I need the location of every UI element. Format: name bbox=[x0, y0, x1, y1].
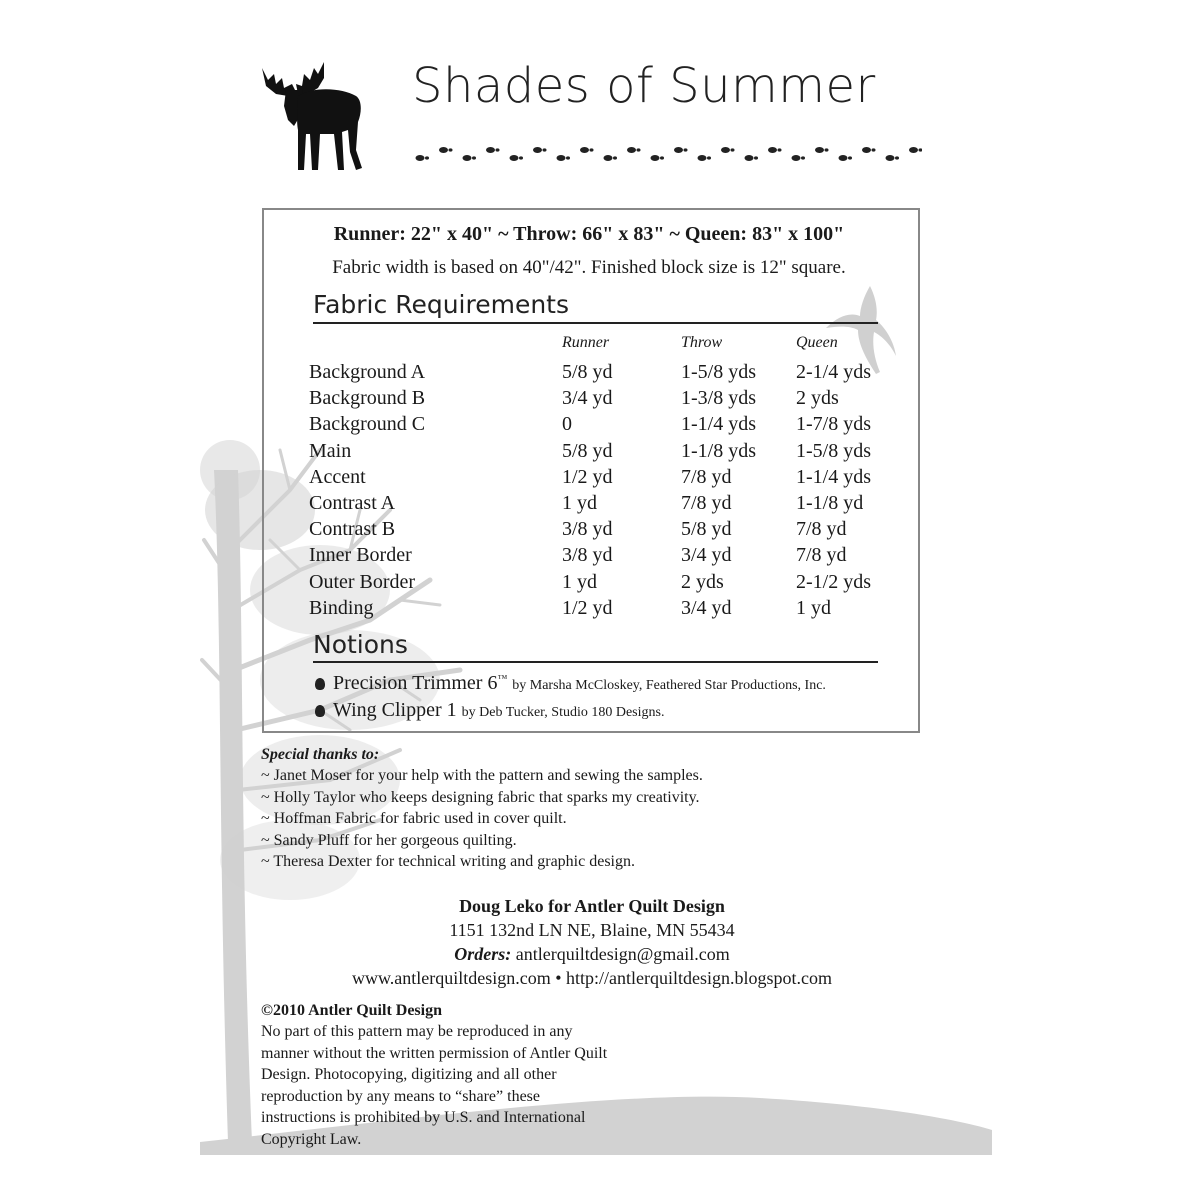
notion-credit: by Deb Tucker, Studio 180 Designs. bbox=[461, 705, 665, 720]
moose-silhouette-icon bbox=[258, 60, 368, 175]
fabric-name: Accent bbox=[309, 465, 366, 488]
website-links[interactable]: www.antlerquiltdesign.com • http://antlerquiltdesign.blogspot.com bbox=[351, 968, 833, 988]
paw-print-trail-icon bbox=[412, 140, 922, 170]
paw-print-icon bbox=[439, 147, 453, 153]
notions-rule bbox=[313, 661, 878, 663]
fabric-amount-runner: 5/8 yd bbox=[562, 439, 613, 462]
fabric-amount-runner: 3/8 yd bbox=[562, 518, 613, 541]
copyright-line: reproduction by any means to “share” these bbox=[261, 1088, 541, 1105]
fabric-amount-queen: 1-5/8 yds bbox=[796, 439, 871, 462]
paw-print-icon bbox=[862, 147, 876, 153]
paw-print-icon bbox=[627, 147, 641, 153]
orders-line bbox=[262, 944, 922, 965]
fabric-amount-runner: 1 yd bbox=[562, 492, 597, 514]
notion-credit: by Marsha McCloskey, Feathered Star Productions, Inc. bbox=[512, 678, 826, 693]
fabric-name: Contrast A bbox=[309, 492, 396, 514]
column-header-throw: Throw bbox=[681, 334, 723, 351]
fabric-name: Inner Border bbox=[309, 544, 412, 567]
fabric-name: Contrast B bbox=[309, 518, 396, 541]
thanks-line: ~ Theresa Dexter for technical writing and graphic design. bbox=[261, 853, 635, 870]
paw-bullet-icon bbox=[315, 678, 325, 690]
fabric-amount-runner: 1/2 yd bbox=[562, 465, 613, 488]
thanks-line: ~ Janet Moser for your help with the pattern and sewing the samples. bbox=[261, 767, 703, 784]
fabric-width-note: Fabric width is based on 40"/42". Finished block size is 12" square. bbox=[332, 257, 846, 278]
thanks-line: ~ Hoffman Fabric for fabric used in cover quilt. bbox=[261, 810, 567, 827]
fabric-amount-runner: 1/2 yd bbox=[562, 596, 613, 619]
copyright-line: instructions is prohibited by U.S. and International bbox=[261, 1109, 586, 1126]
paw-print-icon bbox=[463, 155, 477, 161]
paw-print-icon bbox=[745, 155, 759, 161]
paw-bullet-icon bbox=[315, 705, 325, 717]
thanks-line: ~ Sandy Pluff for her gorgeous quilting. bbox=[261, 832, 517, 849]
paw-print-icon bbox=[698, 155, 712, 161]
fabric-amount-throw: 5/8 yd bbox=[681, 518, 732, 541]
fabric-amount-queen: 2-1/2 yds bbox=[796, 570, 871, 593]
fabric-name: Background C bbox=[309, 413, 426, 436]
special-thanks-heading: Special thanks to: bbox=[261, 746, 380, 763]
fabric-amount-throw: 1-1/8 yds bbox=[681, 439, 756, 462]
paw-print-icon bbox=[416, 155, 430, 161]
paw-print-icon bbox=[557, 155, 571, 161]
fabric-amount-throw: 1-5/8 yds bbox=[681, 361, 756, 383]
fabric-requirements-heading: Fabric Requirements bbox=[313, 290, 569, 319]
fabric-amount-queen: 7/8 yd bbox=[796, 518, 847, 541]
column-header-queen: Queen bbox=[796, 334, 838, 351]
paw-print-icon bbox=[792, 155, 806, 161]
notions-heading: Notions bbox=[313, 630, 408, 659]
fabric-name: Binding bbox=[309, 596, 374, 619]
fabric-amount-runner: 5/8 yd bbox=[562, 361, 613, 383]
quilt-sizes-line: Runner: 22" x 40" ~ Throw: 66" x 83" ~ Queen: 83" x 100" bbox=[333, 223, 845, 245]
fabric-amount-throw: 2 yds bbox=[681, 570, 724, 593]
notion-name: Wing Clipper 1 bbox=[333, 699, 457, 721]
fabric-amount-throw: 3/4 yd bbox=[681, 544, 732, 567]
designer-address: 1151 132nd LN NE, Blaine, MN 55434 bbox=[449, 920, 735, 940]
column-header-runner: Runner bbox=[562, 334, 610, 351]
fabric-amount-runner: 1 yd bbox=[562, 570, 597, 593]
fabric-amount-queen: 1-1/8 yd bbox=[796, 492, 864, 514]
paw-print-icon bbox=[604, 155, 618, 161]
orders-label: Orders: bbox=[454, 944, 512, 964]
paw-print-icon bbox=[651, 155, 665, 161]
fabric-amount-queen: 2 yds bbox=[796, 387, 839, 410]
heading-rule bbox=[313, 322, 878, 324]
fabric-amount-throw: 1-1/4 yds bbox=[681, 413, 756, 436]
fabric-name: Main bbox=[309, 439, 352, 462]
fabric-amount-throw: 1-3/8 yds bbox=[681, 387, 756, 410]
fabric-amount-queen: 2-1/4 yds bbox=[796, 361, 871, 383]
copyright-line: No part of this pattern may be reproduced in any bbox=[261, 1023, 573, 1040]
fabric-amount-runner: 3/8 yd bbox=[562, 544, 613, 567]
copyright-line: Design. Photocopying, digitizing and all other bbox=[261, 1066, 557, 1083]
notion-item bbox=[315, 672, 826, 695]
fabric-amount-throw: 7/8 yd bbox=[681, 492, 732, 514]
fabric-amount-queen: 7/8 yd bbox=[796, 544, 847, 567]
fabric-amount-queen: 1 yd bbox=[796, 596, 831, 619]
paw-print-icon bbox=[533, 147, 547, 153]
fabric-amount-throw: 7/8 yd bbox=[681, 465, 732, 488]
paw-print-icon bbox=[886, 155, 900, 161]
fabric-name: Background A bbox=[309, 361, 426, 383]
paw-print-icon bbox=[674, 147, 688, 153]
paw-print-icon bbox=[721, 147, 735, 153]
page-title: Shades of Summer bbox=[412, 58, 876, 114]
orders-email-link[interactable]: antlerquiltdesign@gmail.com bbox=[515, 944, 730, 964]
fabric-name: Background B bbox=[309, 387, 426, 410]
fabric-amount-queen: 1-1/4 yds bbox=[796, 465, 871, 488]
copyright-line: manner without the written permission of Antler Quilt bbox=[261, 1045, 608, 1062]
fabric-amount-queen: 1-7/8 yds bbox=[796, 413, 871, 436]
fabric-amount-runner: 3/4 yd bbox=[562, 387, 613, 410]
paw-print-icon bbox=[486, 147, 500, 153]
paw-print-icon bbox=[580, 147, 594, 153]
fabric-name: Outer Border bbox=[309, 570, 416, 593]
copyright-line: Copyright Law. bbox=[261, 1131, 362, 1148]
fabric-amount-runner: 0 bbox=[562, 413, 572, 436]
paw-print-icon bbox=[839, 155, 853, 161]
paw-print-icon bbox=[510, 155, 524, 161]
paw-print-icon bbox=[815, 147, 829, 153]
designer-name: Doug Leko for Antler Quilt Design bbox=[459, 896, 725, 916]
fabric-amount-throw: 3/4 yd bbox=[681, 596, 732, 619]
copyright-heading: ©2010 Antler Quilt Design bbox=[261, 1002, 442, 1019]
paw-print-icon bbox=[909, 147, 922, 153]
trademark-mark: ™ bbox=[497, 673, 508, 685]
thanks-line: ~ Holly Taylor who keeps designing fabric that sparks my creativity. bbox=[261, 789, 700, 806]
paw-print-icon bbox=[768, 147, 782, 153]
notion-item bbox=[315, 699, 664, 722]
notion-name: Precision Trimmer 6 bbox=[333, 672, 498, 694]
